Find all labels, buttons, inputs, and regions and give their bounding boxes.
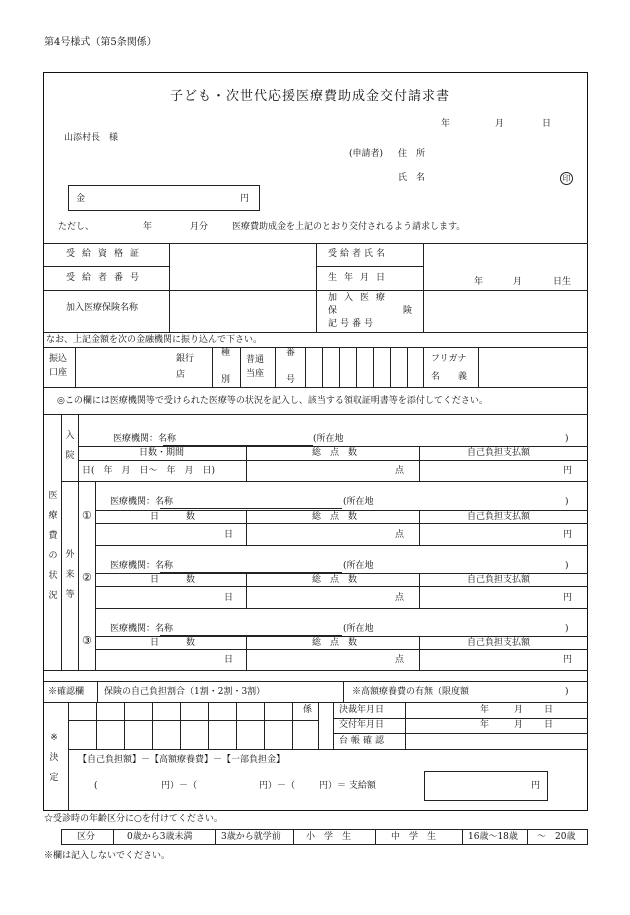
- amount-yen: 円: [240, 194, 250, 204]
- proviso-month: 月分: [190, 222, 209, 232]
- bank-furigana: フリガナ: [431, 354, 467, 364]
- amount-prefix: 金: [76, 194, 86, 204]
- bank-kind-1: 種: [221, 348, 231, 358]
- medical-note: ◎この欄には医療機関等で受けられた医療等の状況を記入し、該当する領収証明書等を添付してください。: [57, 396, 488, 406]
- form-title: 子ども・次世代応援医療費助成金交付請求書: [170, 89, 451, 104]
- op1-location: (所在地: [343, 497, 374, 507]
- op2-point-unit: 点: [395, 593, 405, 603]
- age-col-header: 区分: [77, 832, 96, 842]
- op3-location: (所在地: [343, 624, 374, 634]
- age-col-16-18[interactable]: 16歳～18歳: [468, 832, 518, 842]
- decision-m: 月: [514, 705, 524, 715]
- formula-open: (: [94, 781, 98, 791]
- op3-days: 日 数: [150, 638, 196, 648]
- op2-days: 日 数: [150, 575, 196, 585]
- op3-self-pay: 自己負担支払額: [467, 638, 531, 648]
- inpatient-label: 入 院: [65, 431, 75, 461]
- decision-date-label: 決裁年月日: [339, 705, 385, 715]
- outpatient-3-number: ③: [82, 634, 92, 647]
- date-year-label: 年: [441, 119, 451, 129]
- bank-branch-label: 店: [176, 370, 186, 380]
- ledger-label: 台帳確認: [339, 736, 388, 746]
- date-day-label: 日: [542, 119, 552, 129]
- proviso-text: 医療費助成金を上記のとおり交付されるよう請求します。: [232, 222, 466, 232]
- formula-yen-2: 円）－（: [259, 781, 296, 791]
- op2-self-pay: 自己負担支払額: [467, 575, 531, 585]
- confirm-close: ): [565, 687, 569, 697]
- op2-total-points: 総 点 数: [312, 575, 358, 585]
- bank-num-2: 号: [286, 375, 296, 385]
- op1-days: 日 数: [150, 512, 196, 522]
- proviso-start: ただし、: [58, 222, 95, 232]
- bank-furikomi-1: 振込: [49, 354, 68, 364]
- issue-m: 月: [514, 720, 524, 730]
- formula-yen-1: 円）－（: [161, 781, 198, 791]
- age-col-elementary[interactable]: 小 学 生: [306, 832, 352, 842]
- medical-side-label: 医 療 費 の 状 況: [48, 491, 58, 601]
- op3-point-unit: 点: [395, 655, 405, 665]
- age-col-3-school[interactable]: 3歳から就学前: [221, 832, 281, 842]
- payment-yen: 円: [531, 781, 541, 791]
- bank-current[interactable]: 当座: [246, 369, 265, 379]
- op3-day-unit: 日: [224, 655, 234, 665]
- bank-ordinary[interactable]: 普通: [246, 355, 265, 365]
- op1-yen-unit: 円: [563, 530, 573, 540]
- birth-label: 生年月日: [328, 273, 393, 283]
- confirm-high-cost: ※高額療養費の有無（限度額: [352, 687, 470, 697]
- insurance-name-label: 加入医療保険名称: [66, 303, 139, 313]
- op1-total-points: 総 点 数: [312, 512, 358, 522]
- bank-furikomi-2: 口座: [49, 368, 68, 378]
- amount-box[interactable]: [68, 185, 260, 211]
- op2-close: ): [565, 561, 569, 571]
- proviso-year: 年: [143, 222, 153, 232]
- cert-label: 受給資格証: [66, 249, 147, 259]
- age-col-20[interactable]: ～ 20歳: [537, 832, 576, 842]
- bank-note: なお、上記金額を次の金融機関に振り込んで下さい。: [46, 335, 263, 345]
- inpatient-yen-unit: 円: [563, 466, 573, 476]
- bank-kind-2: 別: [221, 375, 231, 385]
- confirm-ratio: 保険の自己負担割合（1割・2割・3割）: [104, 687, 266, 697]
- op2-day-unit: 日: [224, 593, 234, 603]
- issue-y: 年: [480, 720, 490, 730]
- inpatient-institution: 医療機関：名称: [113, 434, 177, 444]
- decision-y: 年: [480, 705, 490, 715]
- op3-close: ): [565, 624, 569, 634]
- applicant-name-label: 氏 名: [398, 173, 426, 183]
- inpatient-self-pay: 自己負担支払額: [467, 448, 531, 458]
- birth-month: 月: [513, 277, 523, 287]
- ins-symbol-2: 保 険: [328, 306, 412, 316]
- op1-point-unit: 点: [395, 530, 405, 540]
- op1-close: ): [565, 497, 569, 507]
- ins-symbol-1: 加入医療: [328, 293, 393, 303]
- inpatient-location: (所在地: [313, 434, 344, 444]
- decision-kakari: 係: [303, 705, 313, 715]
- decision-side-label: ※ 決 定: [49, 733, 59, 783]
- payment-amount-box[interactable]: [424, 771, 548, 801]
- inpatient-point-unit: 点: [395, 466, 405, 476]
- op2-location: (所在地: [343, 561, 374, 571]
- seal-mark: 印: [560, 172, 573, 185]
- confirm-label: ※確認欄: [48, 687, 85, 697]
- birth-year: 年: [474, 277, 484, 287]
- bank-holder: 名 義: [431, 372, 468, 382]
- outpatient-2-number: ②: [82, 571, 92, 584]
- recipient-name-label: 受給者氏名: [328, 249, 389, 259]
- form-number: 第4号様式（第5条関係）: [44, 37, 157, 48]
- age-note: ☆受診時の年齢区分に○を付けてください。: [44, 814, 223, 824]
- date-month-label: 月: [495, 119, 505, 129]
- op2-yen-unit: 円: [563, 593, 573, 603]
- issue-date-label: 交付年月日: [339, 720, 385, 730]
- age-col-0-3[interactable]: 0歳から3歳未満: [127, 832, 193, 842]
- issue-d: 日: [544, 720, 554, 730]
- outpatient-1-number: ①: [82, 509, 92, 522]
- inpatient-close: ): [565, 434, 569, 444]
- applicant-label: (申請者): [349, 149, 384, 159]
- formula-yen-3: 円）＝ 支給額: [319, 781, 376, 791]
- op1-institution: 医療機関：名称: [110, 497, 174, 507]
- inpatient-period-row: 日( 年 月 日～ 年 月 日): [82, 466, 216, 476]
- age-col-junior-high[interactable]: 中 学 生: [391, 832, 437, 842]
- decision-d: 日: [544, 705, 554, 715]
- op1-self-pay: 自己負担支払額: [467, 512, 531, 522]
- formula-labels: 【自己負担額】－【高額療養費】－【一部負担金】: [78, 755, 286, 765]
- op2-institution: 医療機関：名称: [110, 561, 174, 571]
- op3-institution: 医療機関：名称: [110, 624, 174, 634]
- cert-no-label: 受給者番号: [66, 273, 147, 283]
- birth-day: 日生: [553, 277, 572, 287]
- op3-yen-unit: 円: [563, 655, 573, 665]
- bank-bank-label: 銀行: [176, 354, 195, 364]
- bank-num-1: 番: [286, 348, 296, 358]
- inpatient-days-period: 日数・期間: [139, 448, 185, 458]
- op3-total-points: 総 点 数: [312, 638, 358, 648]
- footer-note: ※欄は記入しないでください。: [44, 851, 171, 861]
- op1-day-unit: 日: [224, 530, 234, 540]
- ins-symbol-3: 記号番号: [328, 319, 377, 329]
- inpatient-total-points: 総 点 数: [312, 448, 358, 458]
- applicant-address-label: 住 所: [398, 149, 426, 159]
- outpatient-label: 外 来 等: [65, 550, 75, 600]
- addressee: 山添村長 様: [64, 133, 119, 143]
